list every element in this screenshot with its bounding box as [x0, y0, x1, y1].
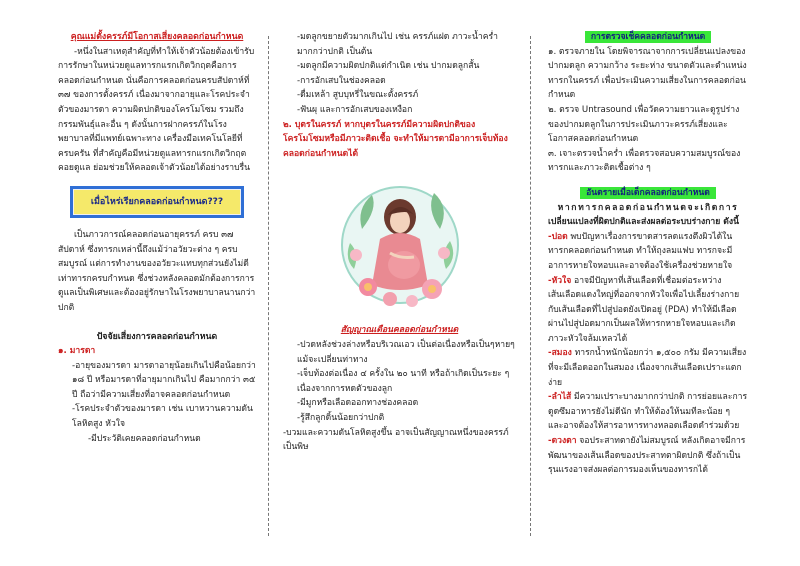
pregnant-woman-illustration [332, 169, 468, 319]
when-label: เมื่อไหร่เรียกคลอดก่อนกำหนด??? [73, 189, 241, 215]
when-body: เป็นภาวการณ์คลอดก่อนอายุครรภ์ ครบ ๓๗ สัปดาห์ ซึ่งทารกเหล่านี้ถึงแม้ว่าอวัยวะต่าง ๆ ครบสมบูรณ์ แต่การทำงานของอวัยวะแทบทุกส่วนยังไม่ดีเท่าทารกครบกำหนด ซึ่งช่วงหลังคลอดมักต้องการการดูแลเป็นพิเศษและต้องอยู่รักษาในโรงพยาบาลนานกว่าปกติ [58, 229, 256, 313]
factors-title: ปัจจัยเสี่ยงการคลอดก่อนกำหนด [96, 331, 218, 342]
fetus-title: ๒. บุตรในครรภ์ หากบุตรในครรภ์มีความผิดปกติของโครโมโซมหรือมีภาวะติดเชื้อ จะทำให้มารดามีอาการเจ็บท้องคลอดก่อนกำหนดได้ [283, 119, 508, 159]
danger-text: อาจมีปัญหาที่เส้นเลือดที่เชื่อมต่อระหว่างเส้นเลือดแดงใหญ่ที่ออกจากหัวใจเพื่อไปเลี้ยงร่างกายกับเส้นเลือดที่ไปสู่ปอดยังเปิดอยู่ (PDA) ทำให้มีเลือดผ่านไปสู่ปอดมากเป็นผลให้ทารกหายใจหอบและเกิดภาวะหัวใจล้มเหลวได้ [548, 275, 740, 344]
mother-item: -โรคประจำตัวของมารดา เช่น เบาหวานความดันโลหิตสูง หัวใจ [72, 404, 253, 430]
divider [268, 36, 269, 536]
sign-item: -รู้สึกลูกดิ้นน้อยกว่าปกติ [297, 412, 385, 423]
risk-title: คุณแม่ตั้งครรภ์มีโอกาสเสี่ยงคลอดก่อนกำหนด [70, 32, 244, 42]
danger-term: -ลำไส้ [548, 392, 572, 403]
cont-item: -ฟันผุ และการอักเสบของเหงือก [297, 104, 413, 115]
risk-body: -หนึ่งในสาเหตุสำคัญที่ทำให้เจ้าตัวน้อยต้องเข้ารับการรักษาในหน่วยดูแลทารกแรกเกิดวิกฤตคือการคลอดก่อนกำหนด นั่นคือการคลอดก่อนครบสัปดาห์ที่ ๓๗ ของการตั้งครรภ์ เนื่องมาจากอายุและโรคประจำตัวของมารดา ความผิดปกติของโครโมโซม รวมถึงกรรมพันธุ์และอื่น ๆ ดังนั้นการฝากครรภ์ในโรงพยาบาลที่มีแพทย์เฉพาะทาง เครื่องมือเทคโนโลยีที่ครบครัน ที่สำคัญคือมีหน่วยดูแลทารกแรกเกิดวิกฤตคอยดูแล ย่อมช่วยให้คลอดเจ้าตัวน้อยได้อย่างราบรื่น [58, 46, 255, 174]
danger-text: จอประสาทตายังไม่สมบูรณ์ หลังเกิดอาจมีการพัฒนาของเส้นเลือดของประสาทตาผิดปกติ ซึ่งถ้าเป็นรุนแรงอาจส่งผลต่อการมองเห็นของทารกได้ [548, 436, 746, 476]
danger-item [548, 434, 748, 478]
cont-item: -การอักเสบในช่องคลอด [297, 75, 386, 86]
danger-item [548, 346, 748, 390]
danger-term: -ปอด [548, 231, 568, 242]
divider [530, 36, 531, 536]
danger-term: -หัวใจ [548, 275, 572, 286]
danger-intro: หากทารกคลอดก่อนกำหนดจะเกิดการ [557, 202, 739, 213]
danger-item [548, 274, 748, 347]
mother-item: -อายุของมารดา มารดาอายุน้อยเกินไปคือน้อยกว่า ๑๘ ปี หรือมารดาที่อายุมากเกินไป คือมากกว่า ๓๕ ปี ถือว่ามีความเสี่ยงที่อาจคลอดก่อนกำหนด [72, 360, 256, 400]
column-middle [283, 30, 516, 455]
danger-item [548, 230, 748, 274]
mother-item: -มีประวัติเคยคลอดก่อนกำหนด [88, 433, 201, 444]
sign-item: -เจ็บท้องต่อเนื่อง ๔ ครั้งใน ๒๐ นาที หรือถ้าเกิดเป็นระยะ ๆ เนื่องจากการหดตัวของลูก [297, 369, 510, 394]
danger-item [548, 390, 748, 434]
danger-text: ทารกน้ำหนักน้อยกว่า ๑,๕๐๐ กรัม มีความเสี่ยงที่จะมีเลือดออกในสมอง เนื่องจากเส้นเลือดเปราะแตกง่าย [548, 348, 747, 388]
check-item: ๑. ตรวจภายใน โดยพิจารณาจากการเปลี่ยนแปลงของปากมดลูก ความกว้าง ระยะห่าง ขนาดตัวและตำแหน่งทารกในครรภ์ เพื่อประเมินความเสี่ยงในการคลอดก่อนกำหนด [548, 46, 747, 101]
danger-text: พบปัญหาเรื่องการขาดสารลดแรงตึงผิวได้ในทารกคลอดก่อนกำหนด ทำให้ถุงลมแฟบ ทารกจะมีอาการหายใจหอบและอาจต้องใช้เครื่องช่วยหายใจ [548, 231, 733, 271]
when-banner [70, 186, 244, 218]
cont-item: -มดลูกมีความผิดปกติแต่กำเนิด เช่น ปากมดลูกสั้น [297, 61, 480, 72]
mother-label: ๑. มารดา [58, 346, 96, 357]
danger-title: อันตรายเมื่อเด็กคลอดก่อนกำหนด [580, 187, 716, 199]
cont-item: -มดลูกขยายตัวมากเกินไป เช่น ครรภ์แฝด ภาวะน้ำคร่ำมากกว่าปกติ เป็นต้น [297, 32, 498, 57]
signs-title: สัญญาณเตือนคลอดก่อนกำหนด [340, 325, 459, 336]
danger-term: -สมอง [548, 348, 572, 359]
check-item: ๓. เจาะตรวจน้ำคร่ำ เพื่อตรวจสอบความสมบูรณ์ของทารกและภาวะติดเชื้อต่าง ๆ [548, 148, 741, 174]
danger-intro: เปลี่ยนแปลงที่ผิดปกติและส่งผลต่อระบบร่างกาย ดังนี้ [548, 217, 739, 228]
check-title: การตรวจเช็คคลอดก่อนกำหนด [585, 31, 711, 43]
sign-item: -บวมและความดันโลหิตสูงขึ้น อาจเป็นสัญญาณหนึ่งของครรภ์เป็นพิษ [283, 427, 509, 453]
column-left [58, 30, 256, 446]
cont-item: -ดื่มเหล้า สูบบุหรี่ในขณะตั้งครรภ์ [297, 90, 419, 101]
danger-term: -ดวงตา [548, 436, 577, 447]
danger-text: มีความเปราะบางมากกว่าปกติ การย่อยและการดูดซึมอาหารยังไม่ดีนัก ทำให้ต้องให้นมทีละน้อย ๆ และอาจต้องให้สารอาหารทางหลอดเลือดดำร่วมด้วย [548, 392, 748, 432]
check-item: ๒. ตรวจ Untrasound เพื่อวัดความยาวและดูรูปร่างของปากมดลูกในการประเมินภาวะครรภ์เสี่ยงและโอกาสคลอดก่อนกำหนด [548, 104, 740, 145]
column-right [548, 30, 748, 478]
sign-item: -มีมูกหรือเลือดออกทางช่องคลอด [297, 398, 419, 409]
sign-item: -ปวดหลังช่วงล่างหรือบริเวณเอว เป็นต่อเนื่องหรือเป็นๆหายๆ แม้จะเปลี่ยนท่าทาง [297, 339, 515, 365]
